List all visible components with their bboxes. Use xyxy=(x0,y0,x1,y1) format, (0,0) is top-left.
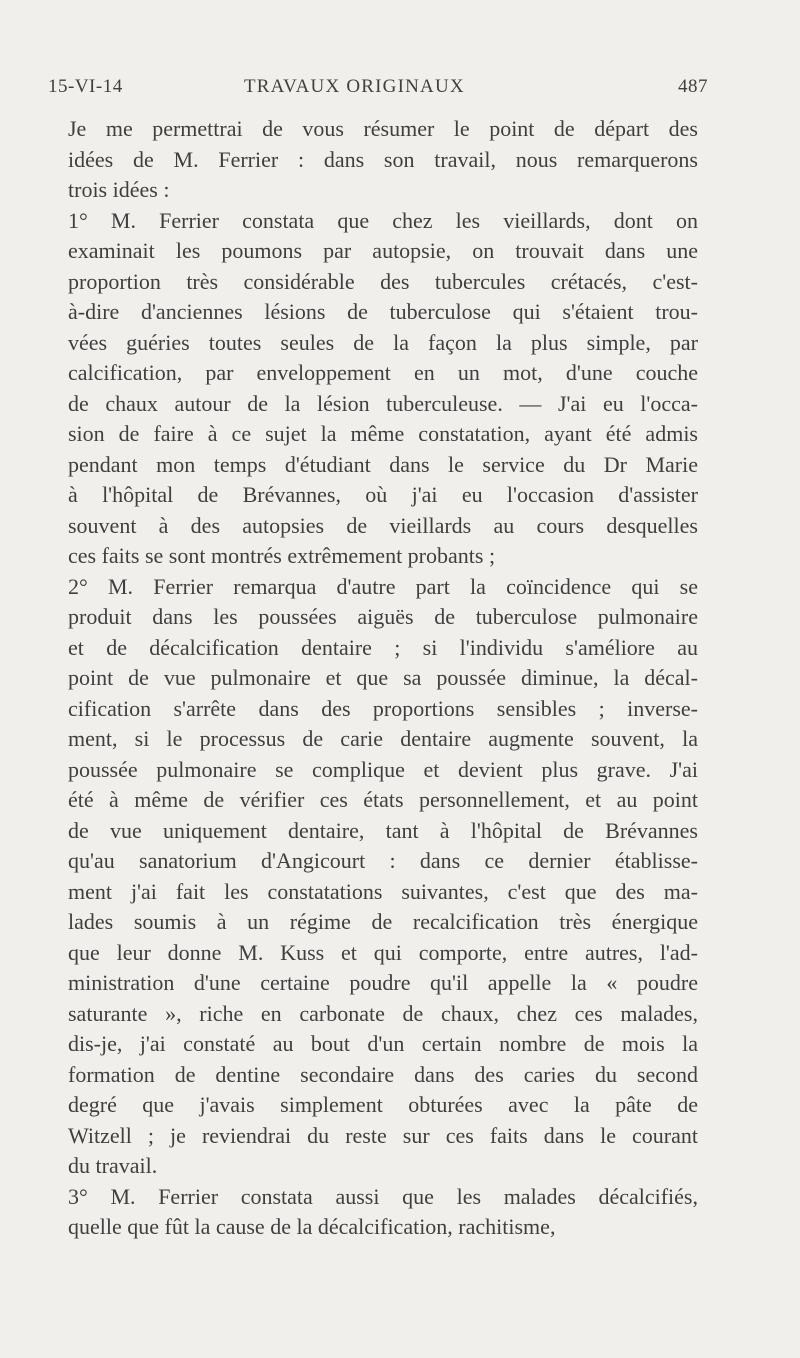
text-line: Witzell ; je reviendrai du reste sur ces faits dans le courant xyxy=(68,1122,698,1148)
text-line: cification s'arrête dans des proportions sensibles ; inverse- xyxy=(68,695,698,721)
text-line: point de vue pulmonaire et que sa poussée diminue, la décal- xyxy=(68,665,698,690)
text-line: produit dans les poussées aiguës de tuberculose pulmonaire xyxy=(68,604,698,629)
text-line: et de décalcification dentaire ; si l'individu s'améliore au xyxy=(68,634,698,660)
text-line: de vue uniquement dentaire, tant à l'hôpital de Brévannes xyxy=(68,817,698,843)
text-line: à l'hôpital de Brévannes, où j'ai eu l'occasion d'assister xyxy=(68,482,698,507)
page-number: 487 xyxy=(678,76,708,97)
text-line: 2° M. Ferrier remarqua d'autre part la coïncidence qui se xyxy=(68,573,698,599)
text-line: ministration d'une certaine poudre qu'il appelle la « poudre xyxy=(68,970,698,995)
text-line: dis-je, j'ai constaté au bout d'un certain nombre de mois la xyxy=(68,1031,698,1056)
text-line: trois idées : xyxy=(68,177,170,202)
header-date: 15-VI-14 xyxy=(48,76,123,97)
text-line: lades soumis à un régime de recalcification très énergique xyxy=(68,909,698,934)
paragraph xyxy=(48,1182,698,1243)
text-line: poussée pulmonaire se complique et devient plus grave. J'ai xyxy=(68,756,698,782)
text-line: ment, si le processus de carie dentaire augmente souvent, la xyxy=(68,726,698,751)
text-line: Je me permettrai de vous résumer le point de départ des xyxy=(68,116,698,141)
text-line: formation de dentine secondaire dans des caries du second xyxy=(68,1061,698,1087)
paragraph xyxy=(48,572,698,1182)
text-line: 1° M. Ferrier constata que chez les vieillards, dont on xyxy=(68,207,698,233)
text-line: pendant mon temps d'étudiant dans le service du Dr Marie xyxy=(68,451,698,477)
text-line: ces faits se sont montrés extrêmement probants ; xyxy=(68,543,496,568)
text-line: proportion très considérable des tubercules crétacés, c'est- xyxy=(68,268,698,294)
text-line: examinait les poumons par autopsie, on trouvait dans une xyxy=(68,238,698,263)
text-line: saturante », riche en carbonate de chaux, chez ces malades, xyxy=(68,1000,698,1026)
text-line: du travail. xyxy=(68,1153,158,1178)
body-text xyxy=(48,114,698,1243)
text-line: ment j'ai fait les constatations suivantes, c'est que des ma- xyxy=(68,878,698,904)
text-line: à-dire d'anciennes lésions de tuberculose qui s'étaient trou- xyxy=(68,299,698,324)
paragraph xyxy=(48,114,698,206)
text-line: sion de faire à ce sujet la même constatation, ayant été admis xyxy=(68,421,698,446)
text-line: idées de M. Ferrier : dans son travail, nous remarquerons xyxy=(68,146,698,172)
running-header xyxy=(48,76,708,104)
text-line: de chaux autour de la lésion tuberculeuse. — J'ai eu l'occa- xyxy=(68,390,698,416)
text-line: calcification, par enveloppement en un mot, d'une couche xyxy=(68,360,698,385)
text-line: 3° M. Ferrier constata aussi que les malades décalcifiés, xyxy=(68,1183,698,1209)
text-line: degré que j'avais simplement obturées avec la pâte de xyxy=(68,1092,698,1117)
text-line: souvent à des autopsies de vieillards au cours desquelles xyxy=(68,512,698,538)
text-line: quelle que fût la cause de la décalcification, rachitisme, xyxy=(68,1214,556,1239)
paragraph xyxy=(48,206,698,572)
text-line: vées guéries toutes seules de la façon la plus simple, par xyxy=(68,329,698,355)
text-line: que leur donne M. Kuss et qui comporte, entre autres, l'ad- xyxy=(68,939,698,965)
header-title: TRAVAUX ORIGINAUX xyxy=(244,76,465,97)
text-line: été à même de vérifier ces états personnellement, et au point xyxy=(68,787,698,812)
text-line: qu'au sanatorium d'Angicourt : dans ce dernier établisse- xyxy=(68,848,698,873)
